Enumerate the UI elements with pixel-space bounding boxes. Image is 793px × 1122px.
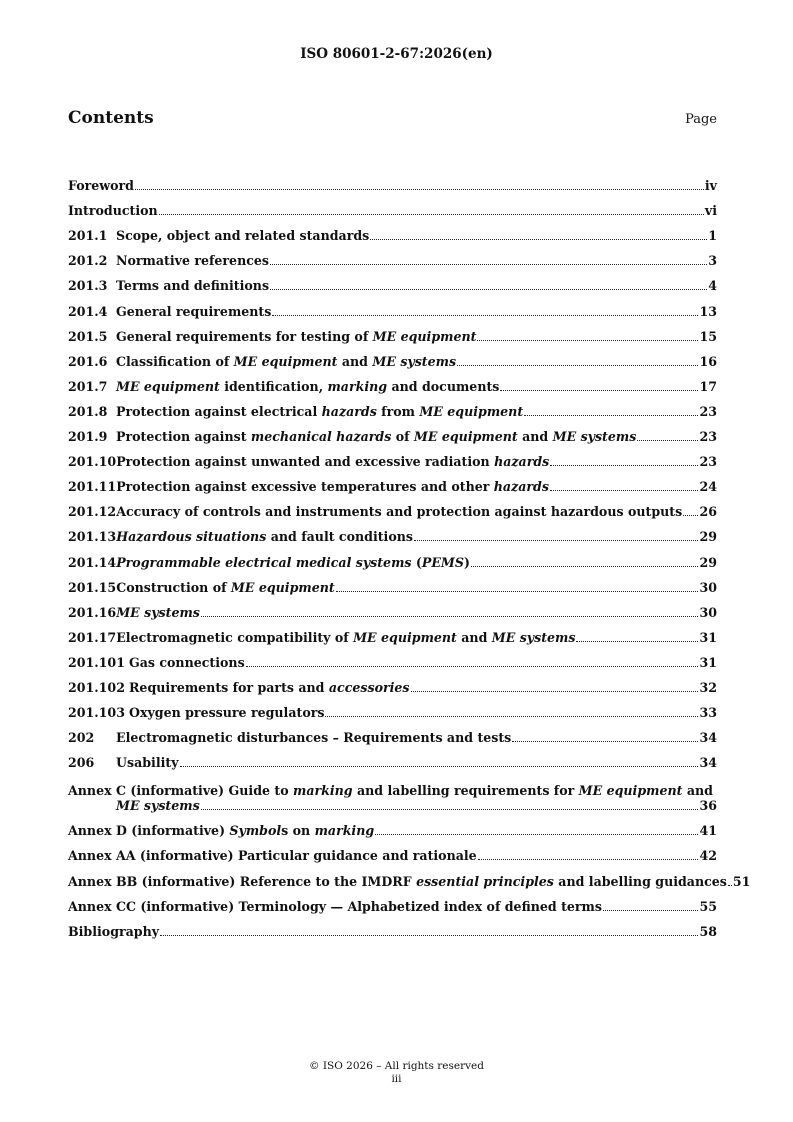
defined-term: mechanical hazards (250, 429, 392, 445)
leader-dots (411, 690, 699, 692)
toc-entry[interactable] (68, 620, 717, 645)
toc-entry-title (116, 228, 369, 243)
toc-entry-title (116, 454, 549, 469)
entry-text-part: Requirements for parts and (128, 679, 329, 695)
entry-text-part: General requirements (116, 303, 272, 319)
document-id-header: ISO 80601-2-67:2026(en) (300, 46, 493, 62)
entry-text-part: Scope, object and related standards (116, 228, 370, 244)
entry-text-part: Terms and definitions (116, 278, 270, 294)
defined-term: Symbol (229, 823, 282, 839)
entry-text-part: Bibliography (68, 923, 160, 939)
toc-entry[interactable] (68, 519, 717, 544)
leader-dots (637, 439, 698, 441)
leader-dots (272, 314, 698, 316)
toc-entry-number: 201.15 (68, 579, 117, 595)
toc-entry-page: 51 (732, 873, 751, 889)
table-of-contents (68, 168, 751, 939)
toc-entry-number: 201.11 (68, 479, 117, 495)
entry-text-part: ) (463, 554, 470, 570)
entry-text-part: Annex BB (informative) Reference to the IMDRF (68, 873, 417, 889)
toc-entry-page: 31 (699, 654, 717, 670)
toc-entry[interactable] (68, 444, 717, 469)
leader-dots (414, 539, 698, 541)
toc-entry-title (116, 253, 269, 268)
toc-entry-page: 3 (708, 253, 717, 269)
toc-entry-title (116, 379, 499, 394)
toc-entry[interactable] (68, 394, 717, 419)
toc-entry[interactable] (68, 770, 717, 813)
toc-entry[interactable] (68, 720, 717, 745)
leader-dots (375, 833, 698, 835)
toc-entry-title (116, 278, 269, 293)
toc-entry[interactable] (68, 419, 717, 444)
leader-dots (576, 640, 698, 642)
page-column-label: Page (685, 112, 717, 127)
toc-entry[interactable] (68, 218, 717, 243)
defined-term: ME equipment (419, 403, 524, 419)
toc-entry[interactable] (68, 914, 717, 939)
entry-text-part: Electromagnetic compatibility of (116, 629, 354, 645)
leader-dots (336, 590, 699, 592)
defined-term: hazards (493, 479, 549, 495)
entry-text-part: of (391, 429, 414, 445)
toc-entry-page: 30 (699, 604, 717, 620)
toc-entry-number: 201.10 (68, 454, 117, 470)
toc-entry-title (116, 479, 549, 494)
toc-entry[interactable] (68, 670, 717, 695)
toc-entry-number: 201.102 (68, 679, 125, 695)
leader-dots (270, 288, 707, 290)
toc-entry-title (129, 655, 245, 670)
toc-entry[interactable] (68, 889, 717, 914)
toc-entry-page: 23 (699, 454, 717, 470)
toc-entry-page: 29 (699, 529, 717, 545)
toc-entry-number: 201.103 (68, 705, 125, 721)
toc-entry-page: 33 (699, 705, 717, 721)
entry-text-part: and (337, 353, 373, 369)
toc-entry-number: 201.1 (68, 228, 108, 244)
defined-term: ME equipment (413, 429, 518, 445)
defined-term: ME systems (372, 353, 457, 369)
toc-entry-page: 31 (699, 629, 717, 645)
entry-text-part: and labelling guidances (553, 873, 727, 889)
page-number: iii (391, 1073, 402, 1085)
toc-entry[interactable] (68, 570, 717, 595)
entry-text-part: and (517, 429, 553, 445)
toc-entry-number: 201.17 (68, 629, 117, 645)
leader-dots (728, 884, 732, 886)
toc-entry-page: 34 (699, 730, 717, 746)
toc-entry-title (116, 354, 456, 369)
toc-entry[interactable] (68, 745, 717, 770)
leader-dots (457, 364, 698, 366)
entry-text-part: Construction of (116, 579, 231, 595)
toc-entry-title (116, 555, 470, 570)
toc-entry-number: 201.7 (68, 378, 108, 394)
leader-dots (550, 489, 699, 491)
toc-entry-title (68, 899, 602, 914)
defined-term: marking (327, 378, 388, 394)
toc-entry[interactable] (68, 319, 717, 344)
leader-dots (512, 740, 698, 742)
toc-entry-number: 201.101 (68, 654, 125, 670)
toc-entry-title (68, 874, 727, 889)
toc-entry-page: 58 (699, 923, 717, 939)
toc-entry-number: 201.2 (68, 253, 108, 269)
toc-entry-page: iv (704, 178, 717, 194)
leader-dots (246, 665, 699, 667)
leader-dots (201, 615, 699, 617)
defined-term: hazards (321, 403, 377, 419)
leader-dots (370, 238, 707, 240)
toc-entry-page: 41 (699, 823, 717, 839)
toc-entry[interactable] (68, 813, 717, 838)
defined-term: ME systems (116, 604, 200, 620)
entry-text-part: Normative references (116, 253, 270, 269)
toc-entry-page: 23 (699, 403, 717, 419)
toc-entry-page: 1 (708, 228, 717, 244)
entry-text-part: and documents (387, 378, 500, 394)
defined-term: hazards (494, 454, 550, 470)
entry-text-part: Protection against (116, 429, 251, 445)
toc-entry[interactable] (68, 168, 717, 193)
copyright-notice: © ISO 2026 – All rights reserved (309, 1060, 484, 1072)
toc-entry-title (116, 580, 335, 595)
defined-term: ME equipment (353, 629, 457, 645)
entry-text-part: and (682, 783, 713, 799)
leader-dots (550, 464, 698, 466)
toc-entry-title (116, 529, 413, 544)
toc-entry-page: 16 (699, 353, 717, 369)
entry-text-part: Annex CC (informative) Terminology — Alphabetized index of defined terms (68, 898, 602, 914)
leader-dots (683, 514, 698, 516)
defined-term: marking (314, 823, 375, 839)
toc-entry-title (116, 404, 523, 419)
toc-entry-title (116, 429, 636, 444)
entry-text-part: Annex D (informative) (68, 823, 230, 839)
leader-dots (135, 188, 704, 190)
entry-text-part: Introduction (68, 203, 158, 219)
entry-text-part: Oxygen pressure regulators (128, 705, 325, 721)
toc-entry-number: 201.5 (68, 328, 108, 344)
toc-entry[interactable] (68, 469, 717, 494)
leader-dots (603, 909, 699, 911)
toc-entry-number: 201.12 (68, 504, 117, 520)
toc-entry-page: 29 (699, 554, 717, 570)
leader-dots (325, 715, 698, 717)
entry-text-part: ( (411, 554, 422, 570)
entry-text-part: Annex AA (informative) Particular guidance and rationale (68, 848, 477, 864)
entry-text-part: identification, (219, 378, 328, 394)
defined-term: ME equipment (230, 579, 335, 595)
toc-entry-page: 4 (708, 278, 717, 294)
toc-entry-title (116, 755, 179, 770)
toc-entry-title (68, 178, 134, 193)
entry-text-part: General requirements for testing of (116, 328, 373, 344)
toc-entry[interactable] (68, 494, 717, 519)
defined-term: ME equipment (578, 783, 683, 799)
toc-entry[interactable] (68, 544, 717, 569)
defined-term: ME systems (116, 798, 200, 814)
toc-entry-title (68, 823, 374, 838)
toc-entry-page: 55 (699, 898, 717, 914)
toc-entry-page: 24 (699, 479, 717, 495)
toc-entry-title (116, 304, 271, 319)
defined-term: Hazardous situations (116, 529, 267, 545)
defined-term: ME equipment (372, 328, 477, 344)
toc-entry-title (116, 605, 200, 620)
toc-entry-page: 15 (699, 328, 717, 344)
toc-entry-title (116, 630, 575, 645)
entry-text-part: Protection against electrical (116, 403, 322, 419)
toc-entry-page: 32 (699, 679, 717, 695)
toc-entry[interactable] (68, 243, 717, 268)
toc-entry-page: 23 (699, 429, 717, 445)
leader-dots (500, 389, 698, 391)
entry-text-part: Accuracy of controls and instruments and protection against hazardous outputs (116, 504, 683, 520)
toc-entry-number: 206 (68, 755, 95, 771)
entry-text-part: and (456, 629, 492, 645)
toc-entry-page: 36 (699, 798, 717, 814)
toc-entry-title (68, 783, 717, 798)
toc-entry-title-continued (116, 798, 200, 813)
defined-term: ME systems (552, 429, 637, 445)
toc-entry[interactable] (68, 838, 717, 863)
toc-entry[interactable] (68, 595, 717, 620)
entry-text-part: Classification of (116, 353, 234, 369)
defined-term: marking (293, 783, 353, 799)
entry-text-part: Protection against unwanted and excessive radiation (116, 454, 495, 470)
entry-text-part: Protection against excessive temperatures and other (116, 479, 494, 495)
toc-entry-title (68, 924, 159, 939)
leader-dots (201, 808, 699, 810)
entry-text-part: Annex C (informative) Guide to (68, 783, 294, 799)
toc-entry-page: 42 (699, 848, 717, 864)
toc-entry[interactable] (68, 268, 717, 293)
toc-entry-page: 30 (699, 579, 717, 595)
toc-entry[interactable] (68, 863, 751, 889)
toc-entry-number: 201.14 (68, 554, 117, 570)
toc-entry[interactable] (68, 369, 717, 394)
toc-entry-number: 201.6 (68, 353, 108, 369)
toc-entry-title (68, 203, 158, 218)
leader-dots (180, 765, 699, 767)
toc-entry-number: 201.13 (68, 529, 117, 545)
leader-dots (160, 934, 698, 936)
toc-entry-page: 34 (699, 755, 717, 771)
toc-entry-page: vi (704, 203, 717, 219)
toc-entry-number: 202 (68, 730, 95, 746)
toc-entry-title (116, 504, 682, 519)
entry-text-part: s on (281, 823, 315, 839)
leader-dots (159, 213, 704, 215)
leader-dots (478, 858, 699, 860)
toc-entry[interactable] (68, 344, 717, 369)
defined-term: ME systems (491, 629, 576, 645)
toc-entry[interactable] (68, 293, 717, 318)
entry-text-part: Electromagnetic disturbances – Requirements and tests (116, 730, 512, 746)
entry-text-part: Usability (116, 755, 179, 771)
toc-entry[interactable] (68, 193, 717, 218)
toc-entry[interactable] (68, 695, 717, 720)
defined-term: essential principles (416, 873, 554, 889)
defined-term: ME equipment (233, 353, 338, 369)
leader-dots (270, 263, 707, 265)
leader-dots (471, 565, 699, 567)
toc-entry-title (116, 329, 476, 344)
toc-entry-title (129, 705, 324, 720)
contents-title: Contents (68, 108, 154, 128)
defined-term: PEMS (421, 554, 464, 570)
toc-entry-page: 17 (699, 378, 717, 394)
entry-text-part: Gas connections (128, 654, 245, 670)
toc-entry-page: 26 (699, 504, 717, 520)
toc-entry-number: 201.3 (68, 278, 108, 294)
toc-entry-number: 201.16 (68, 604, 117, 620)
entry-text-part: and labelling requirements for (352, 783, 579, 799)
toc-entry-title (129, 680, 410, 695)
leader-dots (524, 414, 698, 416)
page-footer (0, 1060, 793, 1086)
toc-entry-title (116, 730, 511, 745)
toc-entry-title (68, 848, 477, 863)
toc-entry-number: 201.8 (68, 403, 108, 419)
defined-term: ME equipment (116, 378, 220, 394)
toc-entry-number: 201.9 (68, 429, 108, 445)
defined-term: Programmable electrical medical systems (116, 554, 412, 570)
toc-entry-page: 13 (699, 303, 717, 319)
toc-entry-number: 201.4 (68, 303, 108, 319)
defined-term: accessories (328, 679, 410, 695)
entry-text-part: from (376, 403, 420, 419)
toc-entry[interactable] (68, 645, 717, 670)
leader-dots (477, 339, 698, 341)
entry-text-part: Foreword (68, 178, 134, 194)
entry-text-part: and fault conditions (266, 529, 413, 545)
